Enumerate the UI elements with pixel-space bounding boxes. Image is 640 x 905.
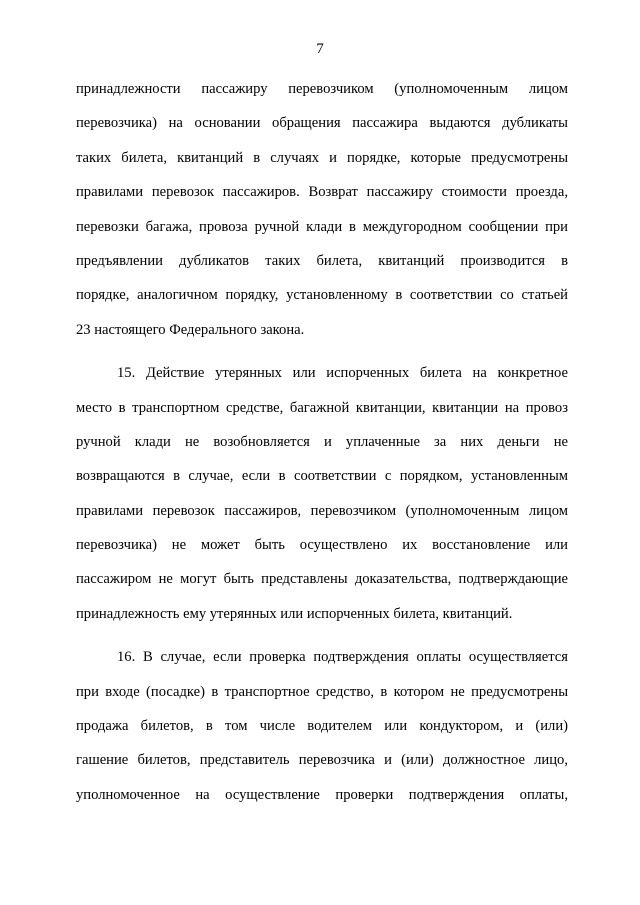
paragraph-15 bbox=[76, 365, 568, 640]
text-line: принадлежность ему утерянных или испорченных билета, квитанций. bbox=[76, 605, 513, 622]
text-line: перевозчика) не может быть осуществлено их восстановление или bbox=[76, 537, 568, 554]
text-line: 15. Действие утерянных или испорченных билета на конкретное bbox=[117, 365, 568, 382]
text-line: пассажиром не могут быть представлены доказательства, подтверждающие bbox=[76, 571, 568, 588]
document-body bbox=[76, 81, 568, 821]
text-line: продажа билетов, в том числе водителем или кондуктором, и (или) bbox=[76, 718, 568, 735]
paragraph-continuation bbox=[76, 81, 568, 356]
text-line: уполномоченное на осуществление проверки подтверждения оплаты, bbox=[76, 786, 568, 803]
text-line: возвращаются в случае, если в соответствии с порядком, установленным bbox=[76, 468, 568, 485]
text-line: гашение билетов, представитель перевозчика и (или) должностное лицо, bbox=[76, 752, 568, 769]
text-line: 23 настоящего Федерального закона. bbox=[76, 321, 305, 338]
text-line: при входе (посадке) в транспортное средство, в котором не предусмотрены bbox=[76, 683, 568, 700]
text-line: предъявлении дубликатов таких билета, квитанций производится в bbox=[76, 252, 568, 269]
page-number: 7 bbox=[316, 41, 324, 57]
text-line: перевозки багажа, провоза ручной клади в междугородном сообщении при bbox=[76, 218, 568, 235]
text-line: принадлежности пассажиру перевозчиком (уполномоченным лицом bbox=[76, 81, 568, 97]
text-line: 16. В случае, если проверка подтверждения оплаты осуществляется bbox=[117, 649, 568, 666]
text-line: перевозчика) на основании обращения пассажира выдаются дубликаты bbox=[76, 115, 568, 132]
text-line: правилами перевозок пассажиров. Возврат пассажиру стоимости проезда, bbox=[76, 184, 568, 201]
paragraph-16 bbox=[76, 649, 568, 821]
text-line: место в транспортном средстве, багажной квитанции, квитанции на провоз bbox=[76, 399, 568, 416]
text-line: правилами перевозок пассажиров, перевозчиком (уполномоченным лицом bbox=[76, 502, 568, 519]
text-line: ручной клади не возобновляется и уплаченные за них деньги не bbox=[76, 433, 568, 450]
text-line: порядке, аналогичном порядку, установленному в соответствии со статьей bbox=[76, 287, 568, 304]
text-line: таких билета, квитанций в случаях и порядке, которые предусмотрены bbox=[76, 149, 568, 166]
